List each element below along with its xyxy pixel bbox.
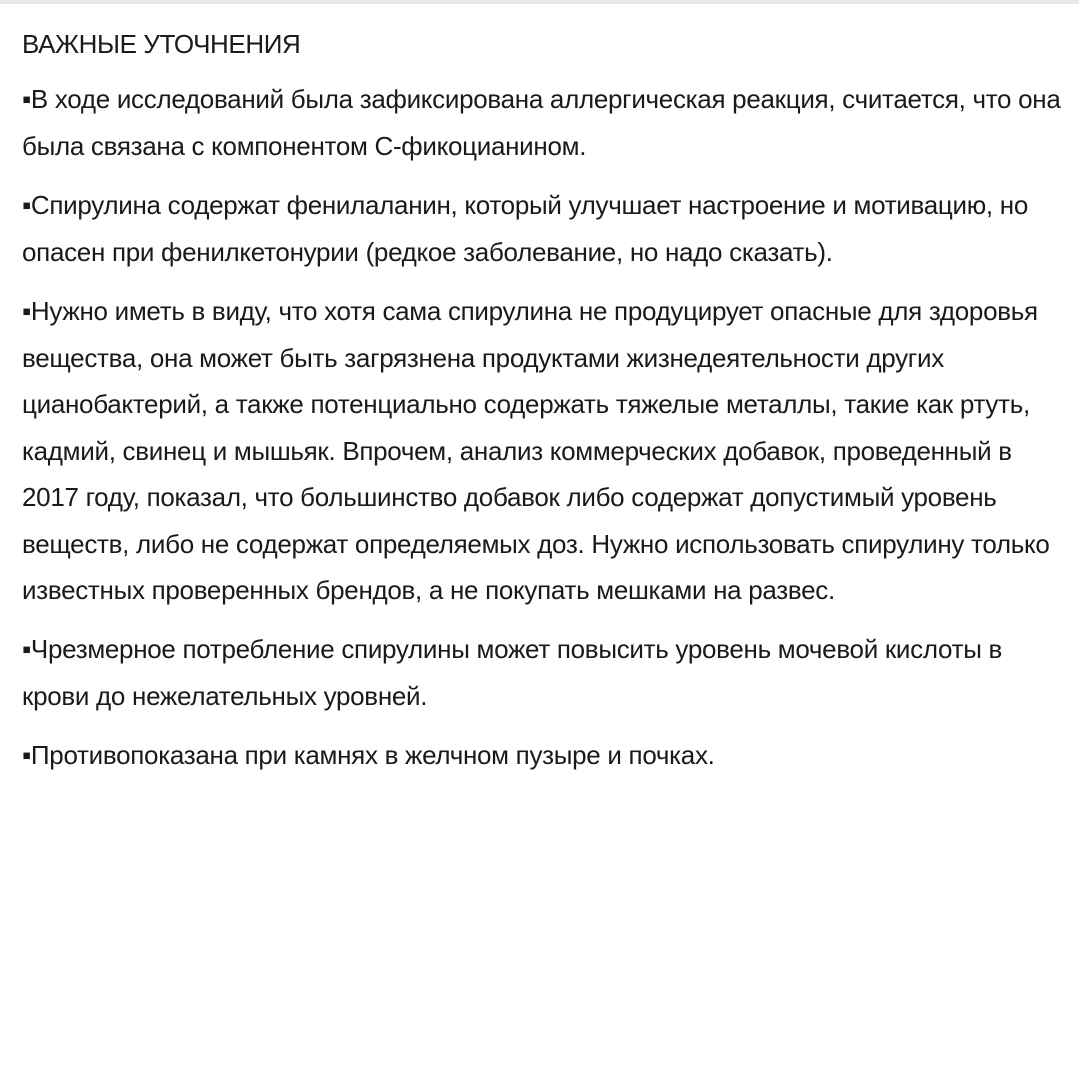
bullet-paragraph-uric-acid [22, 626, 1062, 720]
bullet-marker: ▪ [22, 190, 31, 220]
bullet-paragraph-contamination [22, 288, 1062, 614]
bullet-marker: ▪ [22, 84, 31, 114]
paragraph-text: Нужно иметь в виду, что хотя сама спирулина не продуцирует опасные для здоровья вещества, она может быть загрязнена продуктами жизнедеятельности других цианобактерий, а также потенциально содержать тяжелые металлы, такие как ртуть, кадмий, свинец и мышьяк. Впрочем, анализ коммерческих добавок, проведенный в 2017 году, показал, что большинство добавок либо содержат допустимый уровень веществ, либо не содержат определяемых доз. Нужно использовать спирулину только известных проверенных брендов, а не покупать мешками на развес. [22, 296, 1050, 605]
bullet-marker: ▪ [22, 739, 31, 770]
bullet-marker: ▪ [22, 633, 31, 664]
page-title: ВАЖНЫЕ УТОЧНЕНИЯ [22, 29, 301, 59]
document-body [22, 24, 1062, 791]
paragraph-text: Спирулина содержат фенилаланин, который улучшает настроение и мотивацию, но опасен при фенилкетонурии (редкое заболевание, но надо сказать). [22, 190, 1028, 267]
paragraph-text: В ходе исследований была зафиксирована аллергическая реакция, считается, что она была связана с компонентом С-фикоцианином. [22, 84, 1061, 161]
bullet-paragraph-phenylalanine [22, 182, 1062, 276]
paragraph-text: Чрезмерное потребление спирулины может повысить уровень мочевой кислоты в крови до нежелательных уровней. [22, 633, 1003, 711]
top-divider [0, 0, 1079, 4]
bullet-paragraph-contraindication [22, 732, 1062, 779]
bullet-marker: ▪ [22, 296, 31, 326]
bullet-paragraph-allergy [22, 76, 1062, 170]
paragraph-text: Противопоказана при камнях в желчном пузыре и почках. [30, 739, 715, 770]
